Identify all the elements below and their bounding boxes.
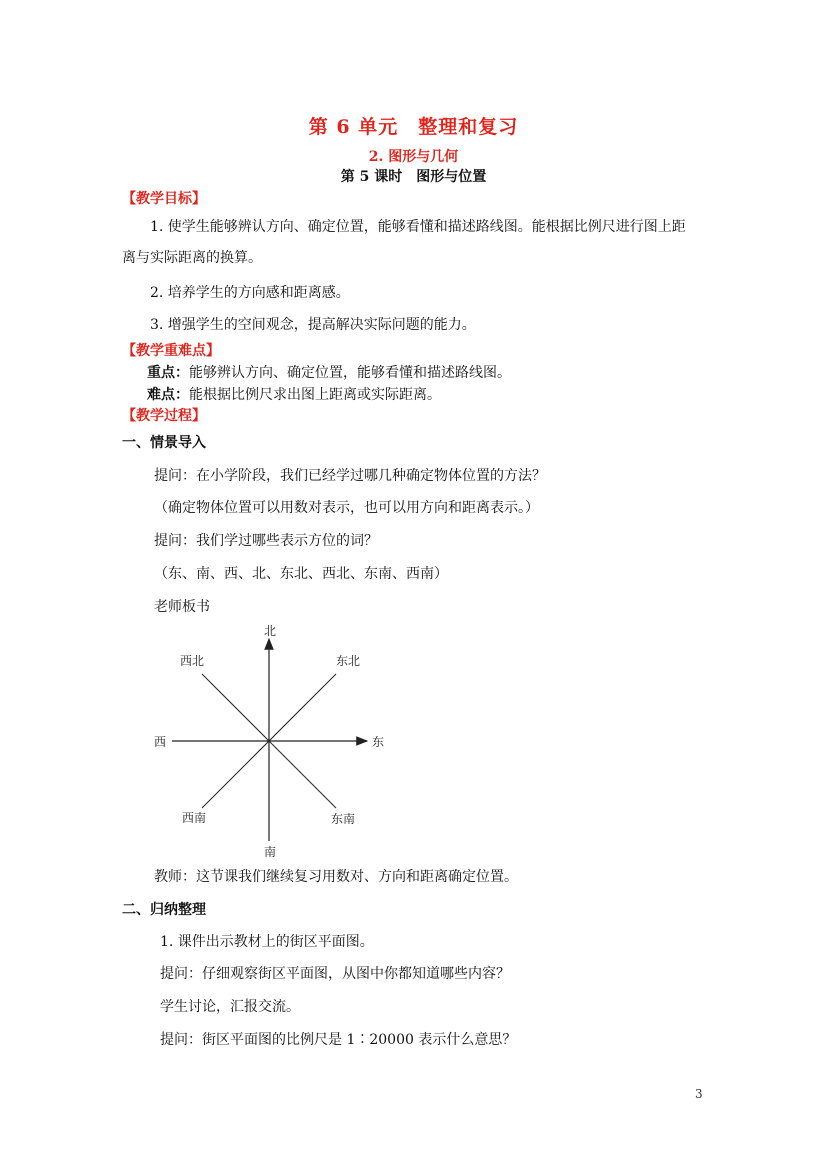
- goal-1-line-2: 离与实际距离的换算。: [122, 250, 262, 266]
- south-label: 南: [264, 845, 277, 859]
- goal-1-line-1: 1. 使学生能够辨认方向、确定位置，能够看懂和描述路线图。能根据比例尺进行图上距: [150, 219, 686, 235]
- goal-3: 3. 增强学生的空间观念，提高解决实际问题的能力。: [150, 317, 476, 333]
- question-2: 提问：我们学过哪些表示方位的词？: [154, 533, 378, 549]
- goal-2: 2. 培养学生的方向感和距离感。: [150, 285, 350, 301]
- key-point: [147, 362, 511, 382]
- hard-text: 能根据比例尺求出图上距离或实际距离。: [189, 387, 441, 403]
- page-title: 第 6 单元 整理和复习: [308, 116, 519, 138]
- hard-point: [147, 384, 441, 404]
- west-label: 西: [154, 735, 167, 749]
- answer-1: （确定物体位置可以用数对表示，也可以用方向和距离表示。）: [154, 500, 539, 516]
- keypoints-heading: 【教学重难点】: [122, 343, 220, 359]
- northeast-label: 东北: [336, 654, 361, 668]
- process-heading: 【教学过程】: [122, 408, 206, 424]
- key-label: 重点：: [147, 365, 189, 381]
- part-2-line-3: 学生讨论，汇报交流。: [160, 999, 300, 1015]
- part-1-heading: 一、情景导入: [122, 435, 206, 451]
- page-number: 3: [695, 1087, 703, 1101]
- section-subtitle: 2. 图形与几何: [368, 149, 459, 165]
- answer-2: （东、南、西、北、东北、西北、东南、西南）: [154, 566, 448, 582]
- board-note: 老师板书: [154, 599, 210, 615]
- north-label: 北: [264, 624, 277, 638]
- lesson-title: 第 5 课时 图形与位置: [340, 169, 487, 185]
- northwest-label: 西北: [180, 654, 205, 668]
- southeast-label: 东南: [331, 812, 356, 826]
- southwest-label: 西南: [182, 811, 207, 825]
- key-text: 能够辨认方向、确定位置，能够看懂和描述路线图。: [189, 365, 511, 381]
- question-1: 提问：在小学阶段，我们已经学过哪几种确定物体位置的方法？: [154, 468, 546, 484]
- part-2-line-1: 1. 课件出示教材上的街区平面图。: [160, 934, 374, 950]
- compass-diagram: [140, 615, 400, 860]
- goals-heading: 【教学目标】: [122, 191, 206, 207]
- part-2-heading: 二、归纳整理: [122, 902, 206, 918]
- east-label: 东: [372, 735, 385, 749]
- part-2-line-4: 提问：街区平面图的比例尺是 1∶20000 表示什么意思？: [160, 1032, 517, 1048]
- part-2-line-2: 提问：仔细观察街区平面图，从图中你都知道哪些内容？: [160, 966, 510, 982]
- teacher-line: 教师：这节课我们继续复习用数对、方向和距离确定位置。: [154, 869, 518, 885]
- hard-label: 难点：: [147, 387, 189, 403]
